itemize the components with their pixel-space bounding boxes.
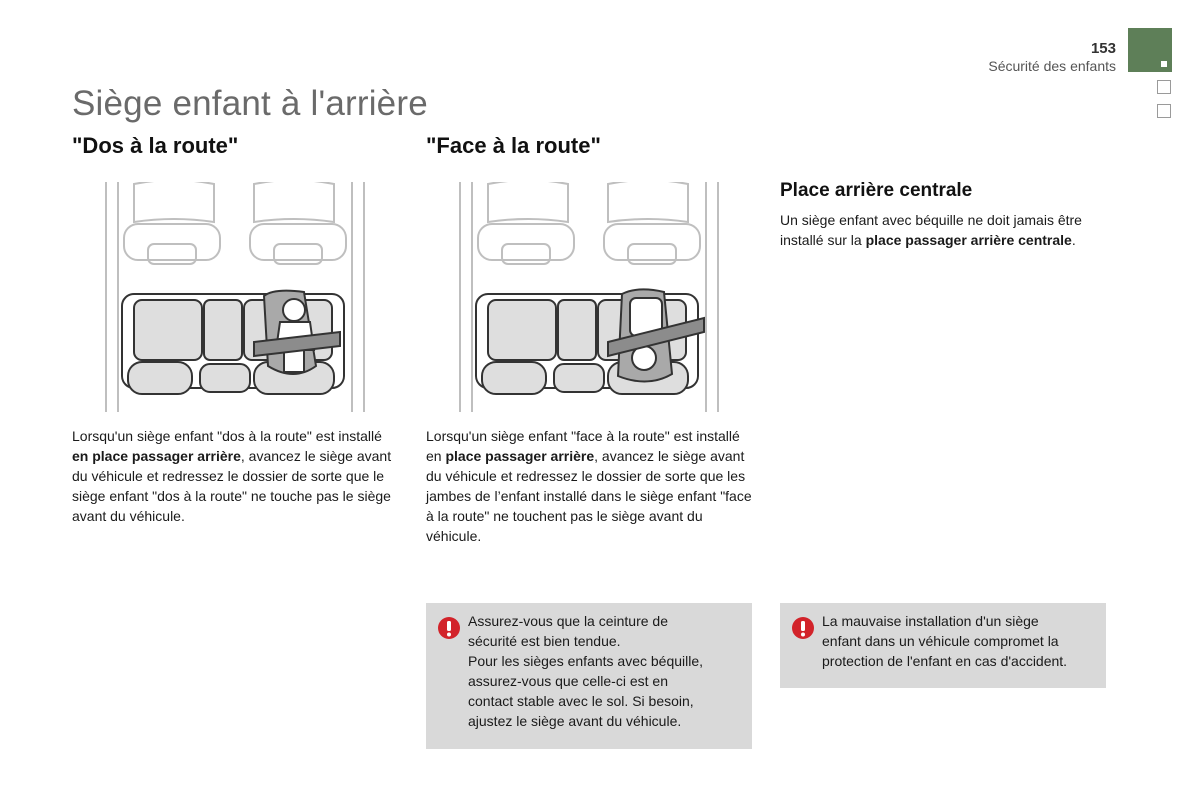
- warning-icon: [438, 617, 460, 639]
- warning-icon: [792, 617, 814, 639]
- warning-line: protection de l'enfant en cas d'accident.: [822, 653, 1068, 669]
- section-tab: [1128, 28, 1172, 72]
- warning-line: Pour les sièges enfants avec béquille,: [468, 653, 704, 669]
- belt-warning-text: [468, 611, 703, 731]
- section-name: Sécurité des enfants: [988, 58, 1116, 74]
- warning-line: sécurité est bien tendue.: [468, 633, 621, 649]
- rear-facing-heading: "Dos à la route": [72, 133, 239, 158]
- nav-box-1: [1157, 80, 1171, 94]
- installation-warning-box: [780, 603, 1106, 688]
- rear-facing-text: Lorsqu'un siège enfant "dos à la route" est installé en place passager arrière, avancez le siège avant du véhicule et redressez le dossier de sorte que le siège enfant "dos à la route" ne touche pas le siège avant du véhicule.: [72, 428, 392, 524]
- warning-line: enfant dans un véhicule compromet la: [822, 633, 1059, 649]
- warning-line: La mauvaise installation d'un siège: [822, 613, 1039, 629]
- installation-warning-text: [822, 611, 1067, 671]
- warning-line: Assurez-vous que la ceinture de: [468, 613, 668, 629]
- nav-box-2: [1157, 104, 1171, 118]
- page-number: 153: [1090, 40, 1116, 57]
- forward-facing-text: Lorsqu'un siège enfant "face à la route" est installé en place passager arrière, avancez le siège avant du véhicule et redressez le dossier de sorte que les jambes de l’enfant installé dans le siège enfant "face à la route" ne touchent pas le siège avant du véhicule.: [426, 428, 752, 544]
- warning-line: ajustez le siège avant du véhicule.: [468, 713, 682, 729]
- warning-line: assurez-vous que celle-ci est en: [468, 673, 668, 689]
- center-rear-text: Un siège enfant avec béquille ne doit jamais être installé sur la place passager arrière centrale.: [780, 212, 1082, 248]
- belt-warning-box: [426, 603, 752, 749]
- warning-line: contact stable avec le sol. Si besoin,: [468, 693, 694, 709]
- forward-facing-heading: "Face à la route": [426, 133, 601, 158]
- center-rear-heading: Place arrière centrale: [780, 180, 973, 201]
- page-title: Siège enfant à l'arrière: [72, 84, 428, 123]
- rear-facing-illustration: [104, 182, 366, 412]
- forward-facing-illustration: [458, 182, 720, 412]
